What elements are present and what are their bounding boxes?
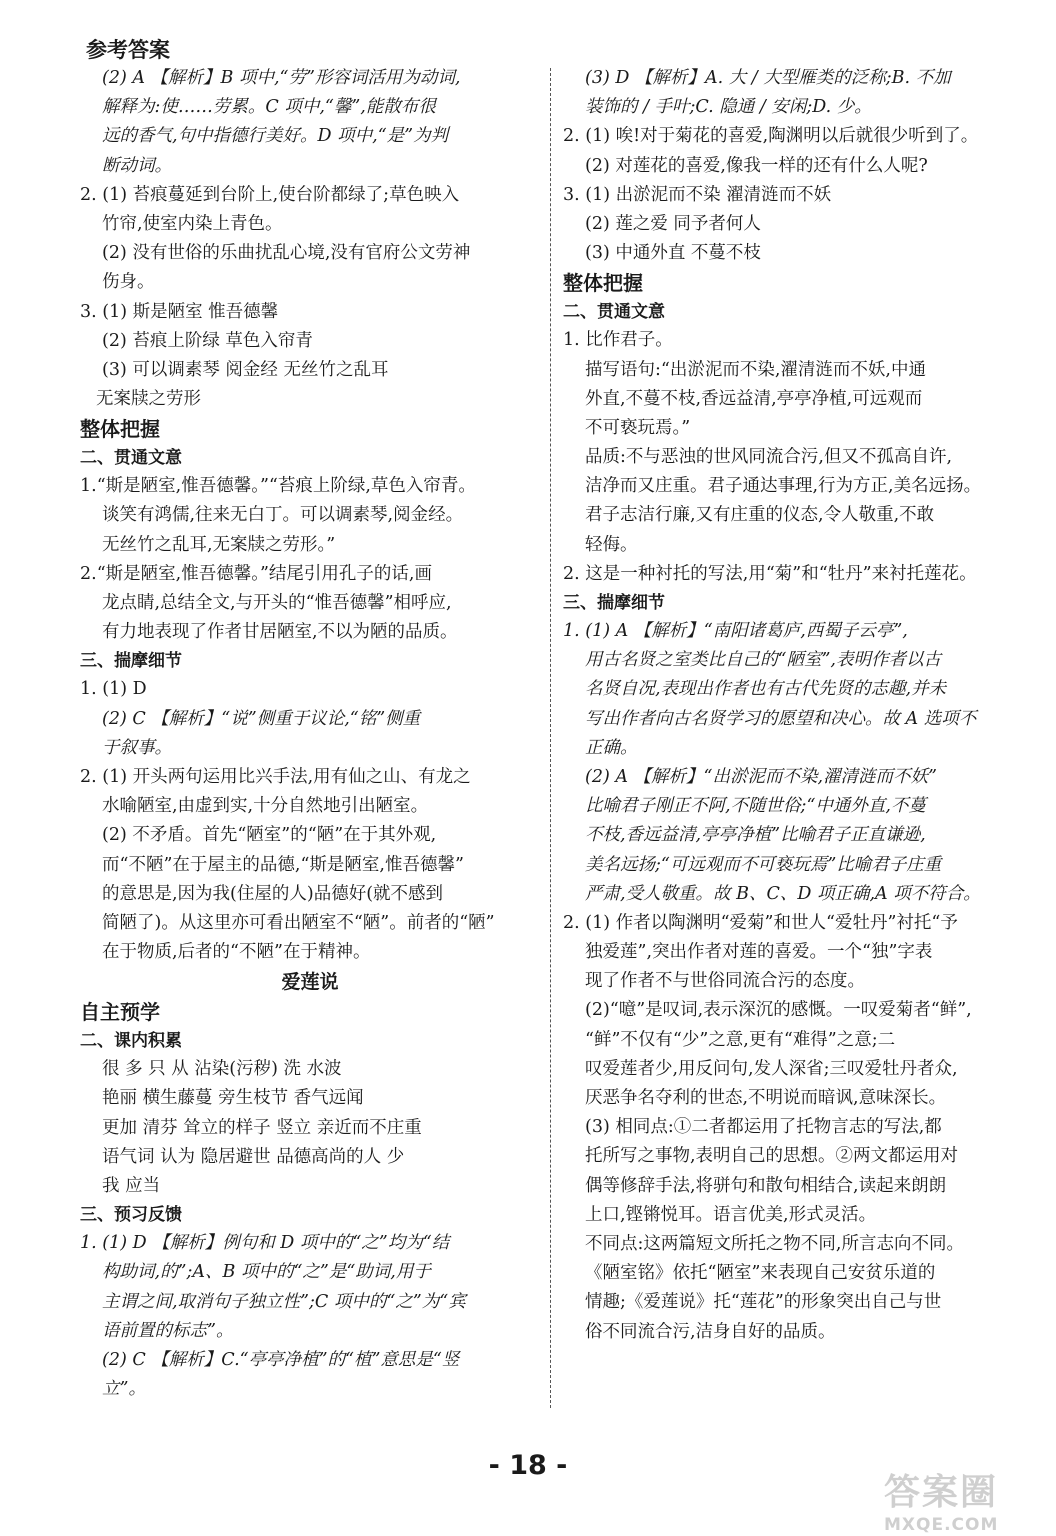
answer-line: (2) 没有世俗的乐曲扰乱心境,没有官府公文劳神 (102, 243, 471, 264)
answer-line: 语前置的标志”。 (102, 1320, 234, 1341)
answer-line: 上口,铿锵悦耳。语言优美,形式灵活。 (585, 1204, 877, 1225)
right-column (563, 64, 1043, 1347)
answer-line: (3) 中通外直 不蔓不枝 (585, 243, 761, 264)
answer-line: 洁净而又庄重。君子通达事理,行为方正,美名远扬。 (585, 476, 982, 497)
answer-line: 无丝竹之乱耳,无案牍之劳形。” (102, 534, 336, 555)
answer-line: 解释为:使……劳累。C 项中,“馨”,能散布很 (102, 97, 436, 118)
answer-line: 1. (1) D 【解析】例句和 D 项中的“之”均为“结 (80, 1233, 450, 1254)
answer-line: (2) 对莲花的喜爱,像我一样的还有什么人呢? (585, 155, 928, 176)
lesson-title: 爱莲说 (281, 971, 339, 994)
answer-line: 外直,不蔓不枝,香远益清,亭亭净植,可远观而 (585, 388, 923, 409)
answer-line: 无案牍之劳形 (96, 389, 201, 410)
answer-line: 品质:不与恶浊的世风同流合污,但又不孤高自许, (585, 447, 953, 468)
answer-line: 2. (1) 开头两句运用比兴手法,用有仙之山、有龙之 (80, 766, 471, 787)
answer-line: 现了作者不与世俗同流合污的态度。 (585, 971, 865, 992)
answer-line: 竹帘,使室内染上青色。 (102, 213, 283, 234)
answer-line: 写出作者向古名贤学习的愿望和决心。故 A 选项不 (585, 708, 977, 729)
answer-line: 厌恶争名夺利的世态,不明说而暗讽,意味深长。 (585, 1088, 947, 1108)
answer-line: 叹爱莲者少,用反问句,发人深省;三叹爱牡丹者众, (585, 1058, 958, 1079)
answer-line: (2) C 【解析】C.“亭亭净植”的“植”意思是“竖 (102, 1349, 460, 1370)
answer-line: 1. 比作君子。 (563, 330, 673, 351)
answer-line: 用古名贤之室类比自己的“陋室”,表明作者以古 (585, 650, 941, 671)
answer-line: 君子志洁行廉,又有庄重的仪态,令人敬重,不敢 (585, 505, 935, 526)
answer-line: 美名远扬;“可远观而不可亵玩焉”比喻君子庄重 (585, 854, 942, 875)
answer-line: 3. (1) 斯是陋室 惟吾德馨 (80, 301, 279, 322)
answer-line: 正确。 (585, 737, 638, 758)
answer-line: 不同点:这两篇短文所托之物不同,所言志向不同。 (585, 1233, 964, 1254)
subsection-heading: 三、揣摩细节 (563, 593, 665, 613)
answer-line: 描写语句:“出淤泥而不染,濯清涟而不妖,中通 (585, 359, 926, 380)
answer-line: (2) A 【解析】“出淤泥而不染,濯清涟而不妖” (585, 766, 938, 787)
page-number: - 18 - (488, 1450, 568, 1481)
answer-line: (2) C 【解析】“说”侧重于议论,“铭”侧重 (102, 708, 421, 729)
page-header: 参考答案 (86, 38, 170, 62)
answer-line: 不可亵玩焉。” (585, 417, 691, 438)
answer-line: 2. (1) 作者以陶渊明“爱菊”和世人“爱牡丹”衬托“予 (563, 912, 958, 933)
answer-line: 情趣;《爱莲说》托“莲花”的形象突出自己与世 (585, 1292, 942, 1313)
section-heading: 整体把握 (80, 417, 160, 442)
answer-line: (2) A 【解析】B 项中,“劳”形容词活用为动词, (102, 68, 461, 88)
answer-line: 2. (1) 苔痕蔓延到台阶上,使台阶都绿了;草色映入 (80, 184, 460, 205)
answer-line: 在于物质,后者的“不陋”在于精神。 (102, 942, 371, 963)
section-heading: 自主预学 (80, 1000, 160, 1025)
answer-line: (3) 相同点:①二者都运用了托物言志的写法,都 (585, 1117, 942, 1138)
left-column (80, 64, 540, 1404)
answer-line: 断动词。 (102, 155, 172, 176)
answer-line: 轻侮。 (585, 534, 638, 555)
answer-line: 我 应当 (102, 1176, 161, 1196)
answer-line: 更加 清芬 耸立的样子 竖立 亲近而不庄重 (102, 1117, 422, 1138)
answer-line: 3. (1) 出淤泥而不染 濯清涟而不妖 (563, 184, 832, 205)
answer-line: 比喻君子刚正不阿,不随世俗;“中通外直,不蔓 (585, 796, 926, 817)
answer-line: 托所写之事物,表明自己的思想。②两文都运用对 (585, 1146, 959, 1167)
answer-line: 水喻陋室,由虚到实,十分自然地引出陋室。 (102, 796, 429, 817)
answer-line: (3) D 【解析】A. 大 / 大型雁类的泛称;B. 不加 (585, 68, 951, 88)
answer-line: 语气词 认为 隐居避世 品德高尚的人 少 (102, 1146, 405, 1167)
subsection-heading: 二、课内积累 (80, 1031, 182, 1052)
answer-line: 严肃,受人敬重。故 B、C、D 项正确,A 项不符合。 (585, 883, 981, 904)
answer-line: 名贤自况,表现出作者也有古代先贤的志趣,并未 (585, 679, 947, 700)
answer-line: 独爱莲”,突出作者对莲的喜爱。一个“独”字表 (585, 942, 933, 963)
subsection-heading: 三、揣摩细节 (80, 651, 182, 672)
answer-line: 远的香气,句中指德行美好。D 项中,“是”为判 (102, 126, 449, 147)
answer-line: 1.“斯是陋室,惟吾德馨。”“苔痕上阶绿,草色入帘青。 (80, 476, 476, 497)
answer-line: 《陋室铭》依托“陋室”来表现自己安贫乐道的 (585, 1263, 936, 1284)
watermark-url: MXQE.COM (884, 1515, 999, 1535)
answer-line: 谈笑有鸿儒,往来无白丁。可以调素琴,阅金经。 (102, 505, 464, 526)
answer-line: 有力地表现了作者甘居陋室,不以为陋的品质。 (102, 622, 458, 643)
answer-line: (2) 不矛盾。首先“陋室”的“陋”在于其外观, (102, 825, 437, 846)
answer-line: 于叙事。 (102, 737, 172, 758)
answer-line: 艳丽 横生藤蔓 旁生枝节 香气远闻 (102, 1088, 364, 1109)
answer-line: 立”。 (102, 1379, 146, 1400)
answer-line: 2. 这是一种衬托的写法,用“菊”和“牡丹”来衬托莲花。 (563, 563, 977, 584)
answer-line: 简陋了)。从这里亦可看出陋室不“陋”。前者的“陋” (102, 912, 495, 933)
answer-line: 装饰的 / 手叶;C. 隐通 / 安闲;D. 少。 (585, 97, 872, 118)
answer-line: 而“不陋”在于屋主的品德,“斯是陋室,惟吾德馨” (102, 854, 464, 875)
watermark-logo-text: 答案圈 (884, 1472, 999, 1513)
column-divider (550, 68, 551, 1408)
answer-line: 很 多 只 从 沾染(污秽) 洗 水波 (102, 1059, 342, 1080)
answer-line: 龙点睛,总结全文,与开头的“惟吾德馨”相呼应, (102, 593, 452, 613)
answer-line: 主谓之间,取消句子独立性”;C 项中的“之”为“宾 (102, 1291, 466, 1312)
answer-line: (2) 苔痕上阶绿 草色入帘青 (102, 330, 313, 351)
answer-line: 构助词,的”;A、B 项中的“之”是“助词,用于 (102, 1262, 431, 1283)
answer-line: 1. (1) A 【解析】“南阳诸葛庐,西蜀子云亭”, (563, 621, 908, 641)
subsection-heading: 二、贯通文意 (563, 302, 665, 323)
answer-line: (3) 可以调素琴 阅金经 无丝竹之乱耳 (102, 359, 389, 380)
answer-line: 1. (1) D (80, 679, 147, 700)
answer-line: 不枝,香远益清,亭亭净植”比喻君子正直谦逊, (585, 825, 926, 846)
watermark-logo (884, 1464, 1049, 1535)
answer-line: 的意思是,因为我(住屋的人)品德好(就不感到 (102, 883, 444, 904)
answer-line: “鲜”不仅有“少”之意,更有“难得”之意;二 (585, 1029, 896, 1050)
answer-line: (2)“噫”是叹词,表示深沉的感慨。一叹爱菊者“鲜”, (585, 1000, 972, 1021)
answer-line: 俗不同流合污,洁身自好的品质。 (585, 1321, 836, 1342)
answer-line: 2.“斯是陋室,惟吾德馨。”结尾引用孔子的话,画 (80, 563, 432, 584)
answer-line: (2) 莲之爱 同予者何人 (585, 213, 761, 234)
subsection-heading: 二、贯通文意 (80, 448, 182, 469)
answer-line: 伤身。 (102, 272, 155, 293)
section-heading: 整体把握 (563, 271, 643, 296)
answer-line: 偶等修辞手法,将骈句和散句相结合,读起来朗朗 (585, 1175, 947, 1196)
subsection-heading: 三、预习反馈 (80, 1205, 182, 1226)
answer-line: 2. (1) 唉!对于菊花的喜爱,陶渊明以后就很少听到了。 (563, 126, 979, 147)
